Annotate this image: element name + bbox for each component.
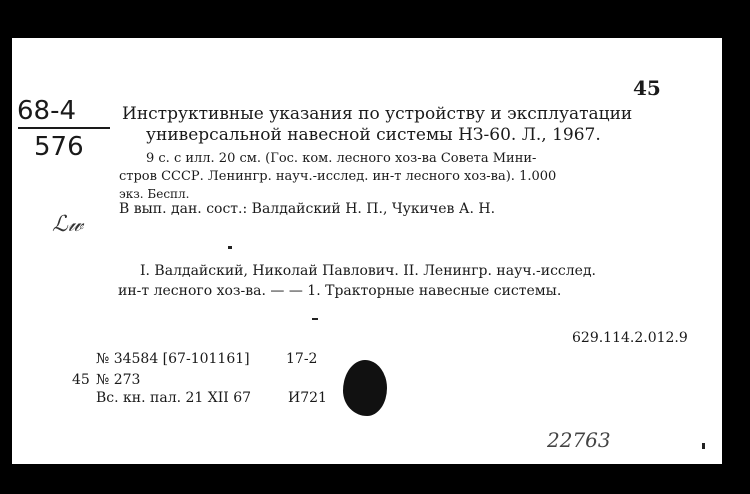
registration-code: 17-2: [286, 351, 318, 367]
ink-blot: [343, 360, 387, 416]
card-number: 45: [633, 76, 661, 100]
registration-number: № 34584 [67-101161]: [96, 351, 250, 367]
registration-card-number: № 273: [96, 372, 141, 388]
editors-note: В вып. дан. сост.: Валдайский Н. П., Чукичев А. Н.: [119, 201, 496, 217]
tracing-line-2: ин-т лесного хоз-ва. — — 1. Тракторные навесные системы.: [118, 283, 562, 299]
inventory-number: 22763: [547, 428, 611, 452]
description-line-3: экз. Беспл.: [119, 187, 190, 201]
book-chamber-stamp: Вс. кн. пал. 21 XII 67: [96, 390, 252, 406]
ink-speck: [228, 246, 232, 249]
tracing-line-1: I. Валдайский, Николай Павлович. II. Ленингр. науч.-исслед.: [140, 263, 597, 279]
shelfmark-bottom: 576: [34, 132, 84, 162]
description-line-1: 9 с. с илл. 20 см. (Гос. ком. лесного хоз-ва Совета Мини-: [146, 151, 537, 166]
shelfmark-top: 68-4: [17, 96, 77, 126]
ink-speck: [312, 318, 318, 320]
udc-code: 629.114.2.012.9: [572, 330, 688, 346]
handwritten-mark: ℒ𝓌: [52, 212, 84, 237]
description-line-2: стров СССР. Ленингр. науч.-исслед. ин-т лесного хоз-ва). 1.000: [119, 169, 557, 184]
ink-speck: [702, 443, 705, 449]
registration-prefix: 45: [72, 372, 90, 388]
shelfmark-divider: [18, 127, 110, 129]
title-line-1: Инструктивные указания по устройству и эксплуатации: [122, 104, 633, 124]
book-chamber-code: И721: [288, 390, 327, 406]
catalog-card: [12, 38, 722, 464]
title-line-2: универсальной навесной системы НЗ-60. Л., 1967.: [146, 125, 601, 145]
